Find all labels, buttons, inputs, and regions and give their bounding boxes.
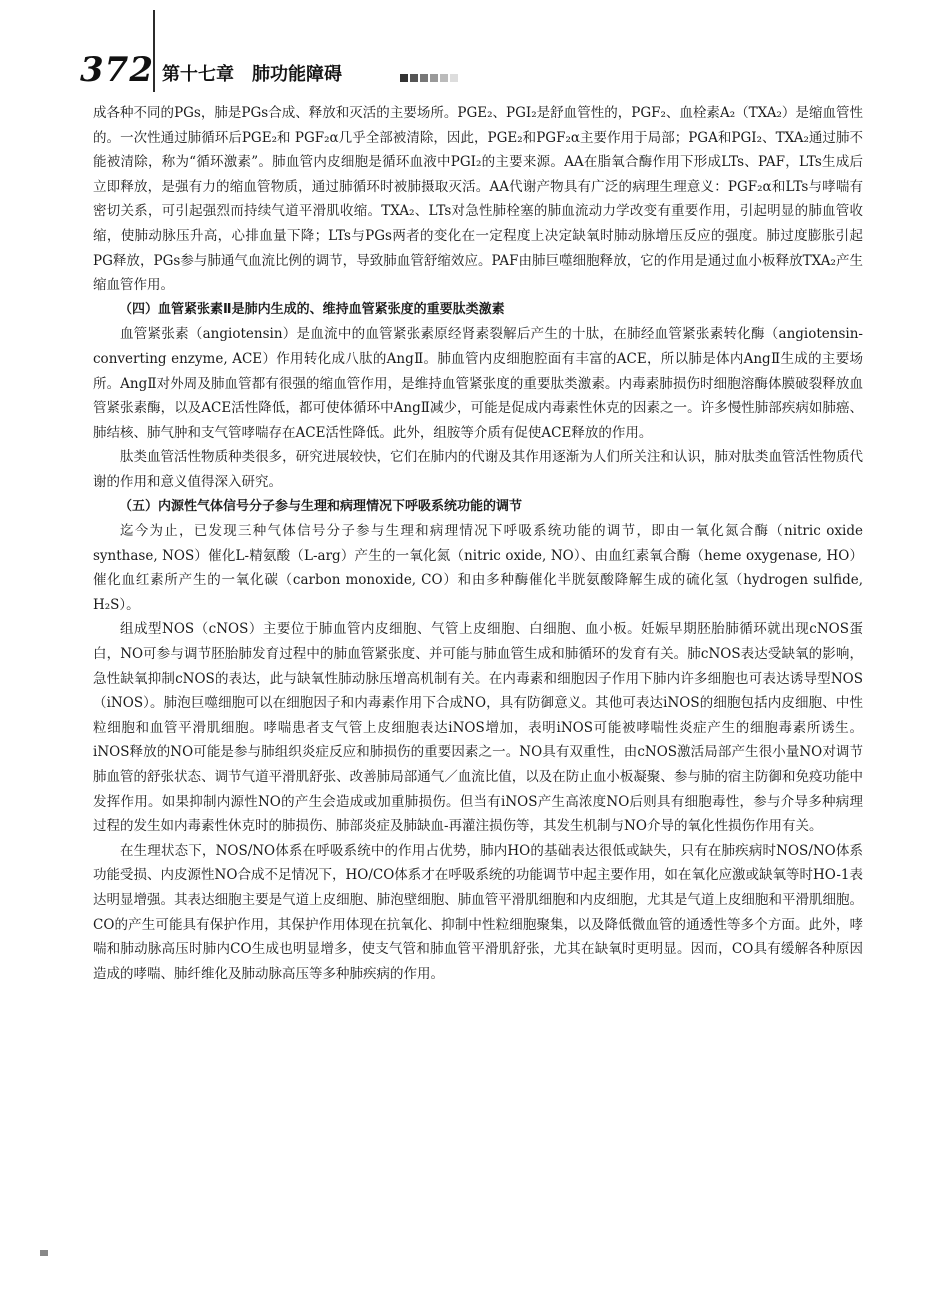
- deco-square: [400, 74, 408, 82]
- section-heading: （四）血管紧张素Ⅱ是肺内生成的、维持血管紧张度的重要肽类激素: [119, 301, 505, 317]
- body-paragraph: 肽类血管活性物质种类很多，研究进展较快，它们在肺内的代谢及其作用逐渐为人们所关注和认识，肺对肽类血管活性物质代谢的作用和意义值得深入研究。: [93, 449, 863, 490]
- body-paragraph: 血管紧张素（angiotensin）是血流中的血管紧张素原经肾素裂解后产生的十肽，在肺经血管紧张素转化酶（angiotensin-converting enzyme, ACE）作用转化成八肽的AngⅡ。肺血管内皮细胞腔面有丰富的ACE，所以肺是体内AngⅡ生成的主要场所。AngⅡ对外周及肺血管都有很强的缩血管作用，是维持血管紧张度的重要肽类激素。内毒素肺损伤时细胞溶酶体膜破裂释放血管紧张素酶，以及ACE活性降低，都可使体循环中AngⅡ减少，可能是促成内毒素性休克的因素之一。许多慢性肺部疾病如肺癌、肺结核、肺气肿和支气管哮喘存在ACE活性降低。此外，组胺等介质有促使ACE释放的作用。: [93, 326, 863, 441]
- corner-mark: [40, 1250, 48, 1256]
- body-text: [93, 101, 863, 986]
- body-paragraph: 成各种不同的PGs，肺是PGs合成、释放和灭活的主要场所。PGE₂、PGI₂是舒血管性的，PGF₂、血栓素A₂（TXA₂）是缩血管性的。一次性通过肺循环后PGE₂和 PGF₂α几乎全部被清除，因此，PGE₂和PGF₂α主要作用于局部；PGA和PGI₂、TXA₂通过肺不能被清除，称为“循环激素”。肺血管内皮细胞是循环血液中PGI₂的主要来源。AA在脂氧合酶作用下形成LTs、PAF，LTs生成后立即释放，是强有力的缩血管物质，通过肺循环时被肺摄取灭活。AA代谢产物具有广泛的病理生理意义：PGF₂α和LTs与哮喘有密切关系，可引起强烈而持续气道平滑肌收缩。TXA₂、LTs对急性肺栓塞的肺血流动力学改变有重要作用，引起明显的肺血管收缩，使肺动脉压升高，心排血量下降；LTs与PGs两者的变化在一定程度上决定缺氧时肺动脉增压反应的强度。肺过度膨胀引起PG释放，PGs参与肺通气血流比例的调节，导致肺血管舒缩效应。PAF由肺巨噬细胞释放，它的作用是通过血小板释放TXA₂产生缩血管作用。: [93, 105, 863, 294]
- deco-square: [440, 74, 448, 82]
- body-paragraph: 在生理状态下，NOS/NO体系在呼吸系统中的作用占优势，肺内HO的基础表达很低或缺失，只有在肺疾病时NOS/NO体系功能受损、内皮源性NO合成不足情况下，HO/CO体系才在呼吸系统的功能调节中起主要作用，如在氧化应激或缺氧等时HO-1表达明显增强。其表达细胞主要是气道上皮细胞、肺泡壁细胞、肺血管平滑肌细胞和内皮细胞，尤其是气道上皮细胞和平滑肌细胞。CO的产生可能具有保护作用，其保护作用体现在抗氧化、抑制中性粒细胞聚集，以及降低微血管的通透性等多个方面。此外，哮喘和肺动脉高压时肺内CO生成也明显增多，使支气管和肺血管平滑肌舒张，尤其在缺氧时更明显。因而，CO具有缓解各种原因造成的哮喘、肺纤维化及肺动脉高压等多种肺疾病的作用。: [93, 842, 863, 982]
- deco-square: [450, 74, 458, 82]
- page-header: [60, 10, 890, 96]
- body-paragraph: 组成型NOS（cNOS）主要位于肺血管内皮细胞、气管上皮细胞、白细胞、血小板。妊娠早期胚胎肺循环就出现cNOS蛋白，NO可参与调节胚胎肺发育过程中的肺血管紧张度、并可能与肺血管生成和肺循环的发育有关。肺cNOS表达受缺氧的影响，急性缺氧抑制cNOS的表达，此与缺氧性肺动脉压增高机制有关。在内毒素和细胞因子作用下肺内许多细胞也可表达诱导型NOS（iNOS）。肺泡巨噬细胞可以在细胞因子和内毒素作用下合成NO，具有防御意义。其他可表达iNOS的细胞包括内皮细胞、中性粒细胞和血管平滑肌细胞。哮喘患者支气管上皮细胞表达iNOS增加，表明iNOS可能被哮喘性炎症产生的细胞毒素所诱生。iNOS释放的NO可能是参与肺组织炎症反应和肺损伤的重要因素之一。NO具有双重性，由cNOS激活局部产生很小量NO对调节肺血管的舒张状态、调节气道平滑肌舒张、改善肺局部通气／血流比值，以及在防止血小板凝聚、参与肺的宿主防御和免疫功能中发挥作用。如果抑制内源性NO的产生会造成或加重肺损伤。但当有iNOS产生高浓度NO后则具有细胞毒性，参与介导多种病理过程的发生如内毒素性休克时的肺损伤、肺部炎症及肺缺血-再灌注损伤等，其发生机制与NO介导的氧化性损伤作用有关。: [93, 621, 863, 835]
- chapter-title: 第十七章 肺功能障碍: [162, 64, 342, 85]
- deco-square: [420, 74, 428, 82]
- chapter-decoration: [400, 67, 460, 79]
- deco-square: [410, 74, 418, 82]
- deco-square: [430, 74, 438, 82]
- section-heading: （五）内源性气体信号分子参与生理和病理情况下呼吸系统功能的调节: [119, 498, 523, 514]
- page-number: 372: [80, 50, 154, 90]
- body-paragraph: 迄今为止，已发现三种气体信号分子参与生理和病理情况下呼吸系统功能的调节，即由一氧化氮合酶（nitric oxide synthase, NOS）催化L-精氨酸（L-arg）产生的一氧化氮（nitric oxide, NO）、由血红素氧合酶（heme oxygenase, HO）催化血红素所产生的一氧化碳（carbon monoxide, CO）和由多种酶催化半胱氨酸降解生成的硫化氢（hydrogen sulfide, H₂S）。: [93, 523, 863, 613]
